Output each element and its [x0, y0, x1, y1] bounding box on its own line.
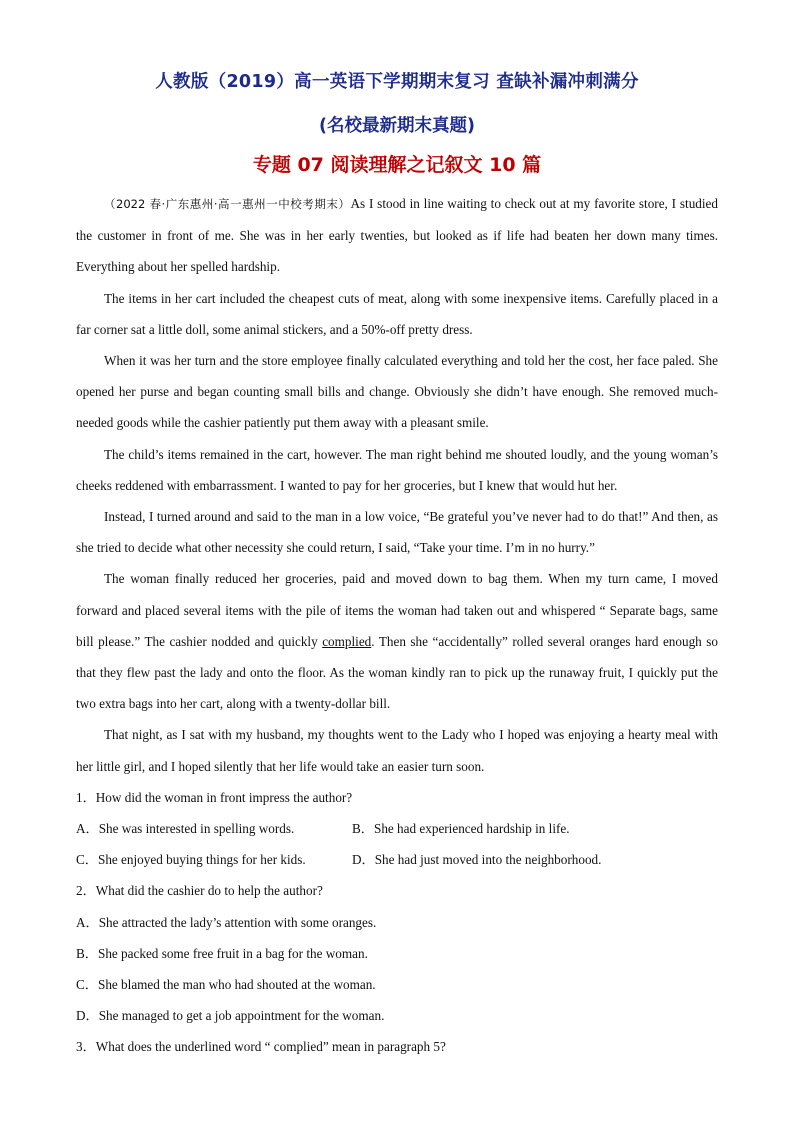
- question-1-option-d: D．She had just moved into the neighborhood.: [352, 852, 602, 868]
- question-2-option-a: A．She attracted the lady’s attention with some oranges.: [76, 914, 377, 930]
- paragraph-6: The woman finally reduced her groceries, paid and moved down to bag them. When my turn came, I moved forward and placed several items with the pile of items the woman had taken out and whispered “ Separate bags, same bill please.” The cashier nodded and quickly complied. Then she “accidentally” rolled several oranges hard enough so that they flew past the lady and onto the floor. As the woman kindly ran to pick up the runaway fruit, I quickly put the two extra bags into her cart, along with a twenty-dollar bill.: [76, 571, 718, 712]
- question-1-stem: 1．How did the woman in front impress the author?: [76, 789, 353, 805]
- paragraph-3: When it was her turn and the store employee finally calculated everything and told her the cost, her face paled. She opened her purse and began counting small bills and change. Obviously she didn’t have enough. She removed much-needed goods while the cashier patiently put them away with a pleasant smile.: [76, 353, 718, 431]
- reading-passage: [76, 188, 718, 1063]
- paragraph-4: The child’s items remained in the cart, however. The man right behind me shouted loudly, and the young woman’s cheeks reddened with embarrassment. I wanted to pay for her groceries, but I knew that would hut her.: [76, 446, 718, 493]
- question-2-stem: 2．What did the cashier do to help the author?: [76, 883, 323, 899]
- question-1-options-row-2: [76, 844, 718, 875]
- paragraph-5: Instead, I turned around and said to the man in a low voice, “Be grateful you’ve never had to do that!” And then, as she tried to decide what other necessity she could return, I said, “Take your time. I’m in no hurry.”: [76, 509, 718, 556]
- question-2-option-c: C．She blamed the man who had shouted at the woman.: [76, 977, 376, 993]
- question-2-option-b: B．She packed some free fruit in a bag for the woman.: [76, 945, 368, 961]
- document-title: 人教版（2019）高一英语下学期期末复习 查缺补漏冲刺满分: [155, 72, 639, 92]
- paragraph-1: （2022 春·广东惠州·高一惠州一中校考期末）As I stood in line waiting to check out at my favorite store, I studied the customer in front of me. She was in her early twenties, but looked as if life had beaten her down many times. Everything about her spelled hardship.: [76, 196, 718, 275]
- paragraph-2: The items in her cart included the cheapest cuts of meat, along with some inexpensive items. Carefully placed in a far corner sat a little doll, some animal stickers, and a 50%-off pretty dress.: [76, 290, 718, 337]
- question-1-option-b: B．She had experienced hardship in life.: [352, 821, 570, 837]
- source-note: （2022 春·广东惠州·高一惠州一中校考期末）: [104, 197, 351, 211]
- document-subtitle: (名校最新期末真题): [319, 116, 475, 136]
- question-2-option-d: D．She managed to get a job appointment for the woman.: [76, 1008, 385, 1024]
- question-1-option-a: A．She was interested in spelling words.: [76, 821, 295, 837]
- paragraph-7: That night, as I sat with my husband, my thoughts went to the Lady who I hoped was enjoying a hearty meal with her little girl, and I hoped silently that her life would take an easier turn soon.: [76, 727, 718, 774]
- underlined-word: complied: [322, 633, 372, 649]
- topic-title: 专题 07 阅读理解之记叙文 10 篇: [252, 154, 542, 176]
- question-1-option-c: C．She enjoyed buying things for her kids.: [76, 852, 306, 868]
- question-1-options-row-1: [76, 813, 718, 844]
- question-3-stem: 3．What does the underlined word “ complied” mean in paragraph 5?: [76, 1039, 446, 1055]
